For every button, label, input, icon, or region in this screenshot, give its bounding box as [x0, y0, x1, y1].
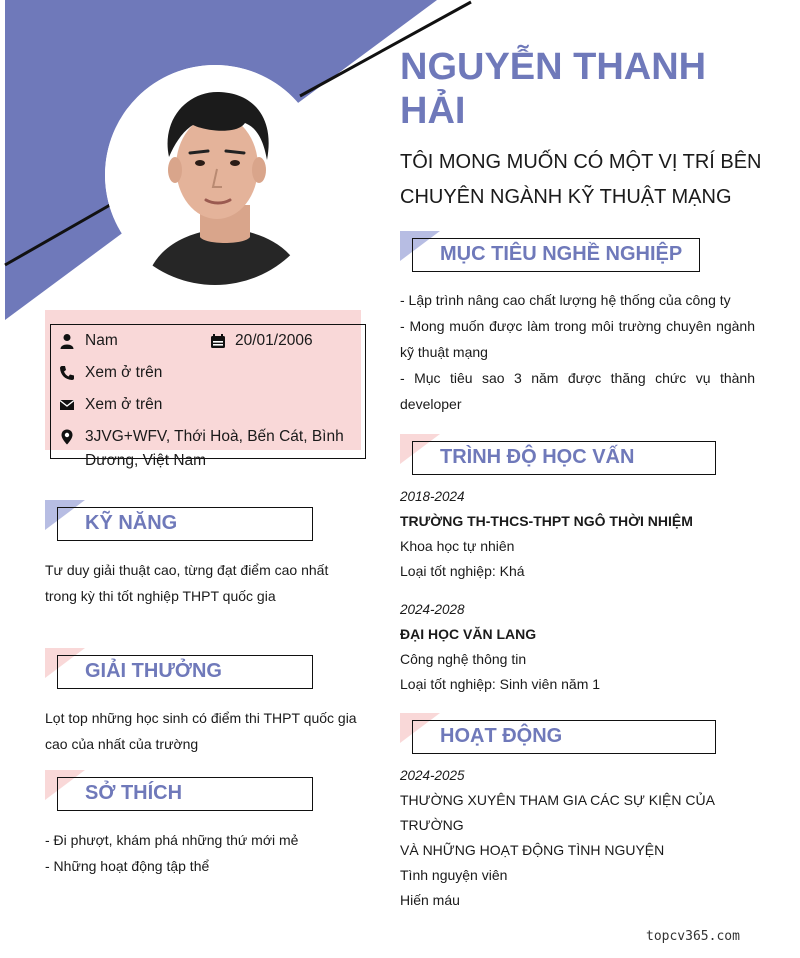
awards-title: GIẢI THƯỞNG — [85, 660, 222, 682]
address-line-1: 3JVG+WFV, Thới Hoà, Bến Cát, Bình — [85, 428, 344, 445]
education-title: TRÌNH ĐỘ HỌC VẤN — [440, 446, 635, 468]
career-description — [400, 287, 755, 417]
education-period-1: 2018-2024 — [400, 489, 465, 504]
location-pin-icon — [59, 429, 75, 445]
person-icon — [59, 333, 75, 349]
education-entry-1 — [400, 484, 760, 584]
skills-title: KỸ NĂNG — [85, 512, 178, 534]
education-school-1: TRƯỜNG TH-THCS-THPT NGÔ THỜI NHIỆM — [400, 513, 693, 529]
envelope-icon — [59, 397, 75, 413]
desired-position-line-1: TÔI MONG MUỐN CÓ MỘT VỊ TRÍ BÊN — [400, 151, 762, 173]
footer-watermark: topcv365.com — [646, 929, 740, 944]
desired-position-line-2: CHUYÊN NGÀNH KỸ THUẬT MẠNG — [400, 186, 732, 208]
phone-value: Xem ở trên — [85, 364, 163, 381]
career-line-1: - Lập trình nâng cao chất lượng hệ thống của công ty — [400, 292, 731, 308]
hobbies-title: SỞ THÍCH — [85, 782, 183, 804]
career-line-2: - Mong muốn được làm trong môi trường chuyên ngành — [400, 318, 755, 334]
activities-entry — [400, 763, 760, 913]
hobbies-list — [45, 827, 365, 879]
activities-title: HOẠT ĐỘNG — [440, 725, 563, 747]
skills-description — [45, 557, 365, 609]
awards-line-1: Lọt top những học sinh có điểm thi THPT quốc gia — [45, 710, 357, 726]
education-major-2: Công nghệ thông tin — [400, 651, 527, 667]
education-major-1: Khoa học tự nhiên — [400, 538, 515, 554]
skills-line-1: Tư duy giải thuật cao, từng đạt điểm cao nhất — [45, 562, 329, 578]
career-title: MỤC TIÊU NGHỀ NGHIỆP — [440, 243, 683, 265]
candidate-name — [400, 45, 780, 133]
education-grade-2: Loại tốt nghiệp: Sinh viên năm 1 — [400, 676, 601, 692]
name-line-1: NGUYỄN THANH — [400, 46, 707, 88]
education-school-2: ĐẠI HỌC VĂN LANG — [400, 626, 537, 642]
name-line-2: HẢI — [400, 90, 466, 132]
activity-role: Tình nguyện viên — [400, 867, 508, 883]
career-line-3: kỹ thuật mạng — [400, 344, 488, 360]
email-value: Xem ở trên — [85, 396, 163, 413]
activity-detail: Hiến máu — [400, 892, 460, 908]
address-line-2: Dương, Việt Nam — [85, 452, 207, 469]
awards-description — [45, 705, 365, 757]
birthdate-value: 20/01/2006 — [235, 332, 313, 349]
gender-value: Nam — [85, 332, 118, 349]
profile-photo — [105, 65, 325, 285]
calendar-icon — [210, 333, 226, 349]
hobby-item-1: - Đi phượt, khám phá những thứ mới mẻ — [45, 832, 299, 848]
activity-desc-line-1: THƯỜNG XUYÊN THAM GIA CÁC SỰ KIỆN CỦA TRƯỜNG — [400, 792, 715, 833]
education-grade-1: Loại tốt nghiệp: Khá — [400, 563, 525, 579]
hobby-item-2: - Những hoạt động tập thể — [45, 858, 210, 874]
activity-desc-line-2: VÀ NHỮNG HOẠT ĐỘNG TÌNH NGUYỆN — [400, 842, 665, 858]
skills-line-2: trong kỳ thi tốt nghiệp THPT quốc gia — [45, 588, 276, 604]
education-period-2: 2024-2028 — [400, 602, 465, 617]
avatar-illustration — [105, 65, 325, 285]
activity-period: 2024-2025 — [400, 768, 465, 783]
phone-icon — [59, 365, 75, 381]
education-entry-2 — [400, 597, 760, 697]
career-line-4: - Mục tiêu sao 3 năm được thăng chức vụ thành — [400, 370, 755, 386]
desired-position — [400, 145, 780, 215]
career-line-5: developer — [400, 396, 462, 412]
awards-line-2: cao của nhất của trường — [45, 736, 199, 752]
